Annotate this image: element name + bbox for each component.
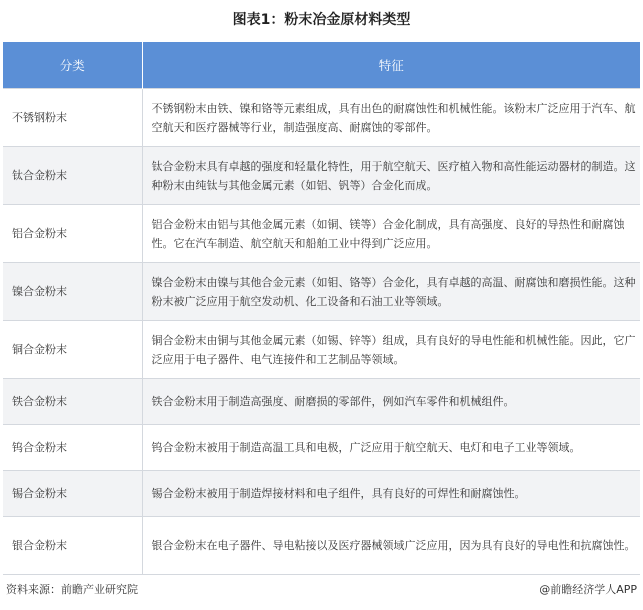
row-category: 铝合金粉末: [3, 205, 142, 263]
table-row: [3, 425, 640, 471]
header-feature: 特征: [142, 42, 640, 89]
table-row: [3, 89, 640, 147]
table-row: [3, 471, 640, 517]
materials-table-container: [3, 42, 640, 575]
materials-table: [3, 42, 640, 575]
app-credit: @前瞻经济学人APP: [539, 583, 637, 596]
row-feature: 铁合金粉末用于制造高强度、耐磨损的零部件，例如汽车零件和机械组件。: [142, 379, 640, 425]
row-feature: 银合金粉末在电子器件、导电粘接以及医疗器械领域广泛应用，因为具有良好的导电性和抗腐蚀性。: [142, 517, 640, 575]
row-feature: 铜合金粉末由铜与其他金属元素（如锡、锌等）组成，具有良好的导电性能和机械性能。因此，它广泛应用于电子器件、电气连接件和工艺制品等领域。: [142, 321, 640, 379]
table-header-row: [3, 42, 640, 89]
table-row: [3, 321, 640, 379]
table-row: [3, 517, 640, 575]
row-feature: 锡合金粉末被用于制造焊接材料和电子组件，具有良好的可焊性和耐腐蚀性。: [142, 471, 640, 517]
header-category: 分类: [3, 42, 142, 89]
table-row: [3, 379, 640, 425]
row-feature: 镍合金粉末由镍与其他合金元素（如钼、铬等）合金化，具有卓越的高温、耐腐蚀和磨损性能。这种粉末被广泛应用于航空发动机、化工设备和石油工业等领域。: [142, 263, 640, 321]
row-feature: 不锈钢粉末由铁、镍和铬等元素组成，具有出色的耐腐蚀性和机械性能。该粉末广泛应用于汽车、航空航天和医疗器械等行业，制造强度高、耐腐蚀的零部件。: [142, 89, 640, 147]
row-feature: 钛合金粉末具有卓越的强度和轻量化特性，用于航空航天、医疗植入物和高性能运动器材的制造。这种粉末由纯钛与其他金属元素（如铝、钒等）合金化而成。: [142, 147, 640, 205]
source-note: 资料来源：前瞻产业研究院: [6, 583, 138, 596]
row-category: 银合金粉末: [3, 517, 142, 575]
row-feature: 钨合金粉末被用于制造高温工具和电极，广泛应用于航空航天、电灯和电子工业等领域。: [142, 425, 640, 471]
row-category: 锡合金粉末: [3, 471, 142, 517]
table-row: [3, 205, 640, 263]
row-category: 铜合金粉末: [3, 321, 142, 379]
row-category: 钛合金粉末: [3, 147, 142, 205]
table-row: [3, 147, 640, 205]
figure-title: 图表1：粉末冶金原材料类型: [232, 12, 411, 28]
row-category: 不锈钢粉末: [3, 89, 142, 147]
row-category: 钨合金粉末: [3, 425, 142, 471]
row-category: 镍合金粉末: [3, 263, 142, 321]
table-row: [3, 263, 640, 321]
row-feature: 铝合金粉末由铝与其他金属元素（如铜、镁等）合金化制成，具有高强度、良好的导热性和耐腐蚀性。它在汽车制造、航空航天和船舶工业中得到广泛应用。: [142, 205, 640, 263]
row-category: 铁合金粉末: [3, 379, 142, 425]
